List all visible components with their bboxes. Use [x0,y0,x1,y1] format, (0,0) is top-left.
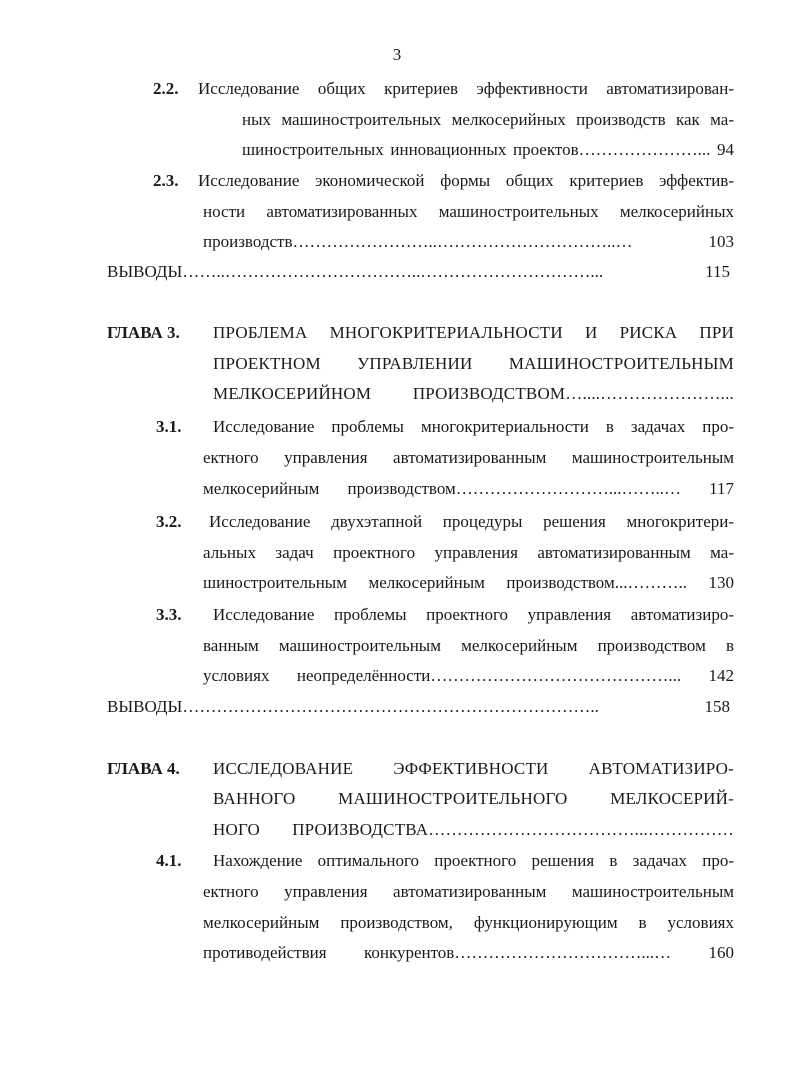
toc-section-number: 3.3. [156,605,182,624]
chapter-title-line: ПРОБЛЕМА МНОГОКРИТЕРИАЛЬНОСТИ И РИСКА ПРИ [213,323,734,342]
toc-entry-line: производств……………………..…………………………..… 103 [203,232,734,251]
toc-conclusions: ВЫВОДЫ……………………………………………………………….. 158 [107,697,730,716]
toc-entry-line: Нахождение оптимального проектного решения в задачах про- [213,851,734,870]
toc-section-number: 3.2. [156,512,182,531]
toc-entry-line: условиях неопределённости……………………………………... 142 [203,666,734,685]
toc-entry-line: ектного управления автоматизированным машиностроительным [203,448,734,467]
toc-entry-line: шиностроительных инновационных проектов…………………... 94 [242,140,734,159]
chapter-title-line: ПРОЕКТНОМ УПРАВЛЕНИИ МАШИНОСТРОИТЕЛЬНЫМ [213,354,734,373]
toc-entry-line: ектного управления автоматизированным машиностроительным [203,882,734,901]
toc-section-number: 4.1. [156,851,182,870]
toc-entry-line: Исследование проблемы проектного управления автоматизиро- [213,605,734,624]
toc-entry-line: противодействия конкурентов……………………………...… 160 [203,943,734,962]
toc-entry-line: мелкосерийным производством………………………...……..… 117 [203,479,734,498]
chapter-title-line: НОГО ПРОИЗВОДСТВА………………………………...…………… [213,820,734,839]
toc-entry-line: Исследование общих критериев эффективности автоматизирован- [198,79,734,98]
toc-conclusions: ВЫВОДЫ……..……………………………..…………………………... 115 [107,262,730,281]
toc-entry-line: Исследование двухэтапной процедуры решения многокритери- [209,512,734,531]
toc-entry-line: Исследование экономической формы общих критериев эффектив- [198,171,734,190]
chapter-title-line: ВАННОГО МАШИНОСТРОИТЕЛЬНОГО МЕЛКОСЕРИЙ- [213,789,734,808]
page-number: 3 [392,45,402,64]
toc-entry-line: мелкосерийным производством, функционирующим в условиях [203,913,734,932]
chapter-label: ГЛАВА 3. [107,323,180,342]
toc-entry-line: шиностроительным мелкосерийным производством...……….. 130 [203,573,734,592]
chapter-title-line: МЕЛКОСЕРИЙНОМ ПРОИЗВОДСТВОМ…....…………………... [213,384,734,403]
toc-entry-line: ванным машиностроительным мелкосерийным производством в [203,636,734,655]
toc-entry-line: Исследование проблемы многокритериальности в задачах про- [213,417,734,436]
chapter-label: ГЛАВА 4. [107,759,180,778]
toc-entry-line: ности автоматизированных машиностроительных мелкосерийных [203,202,734,221]
toc-section-number: 2.3. [153,171,179,190]
toc-section-number: 2.2. [153,79,179,98]
toc-section-number: 3.1. [156,417,182,436]
chapter-title-line: ИССЛЕДОВАНИЕ ЭФФЕКТИВНОСТИ АВТОМАТИЗИРО- [213,759,734,778]
toc-entry-line: ных машиностроительных мелкосерийных производств как ма- [242,110,734,129]
toc-entry-line: альных задач проектного управления автоматизированным ма- [203,543,734,562]
